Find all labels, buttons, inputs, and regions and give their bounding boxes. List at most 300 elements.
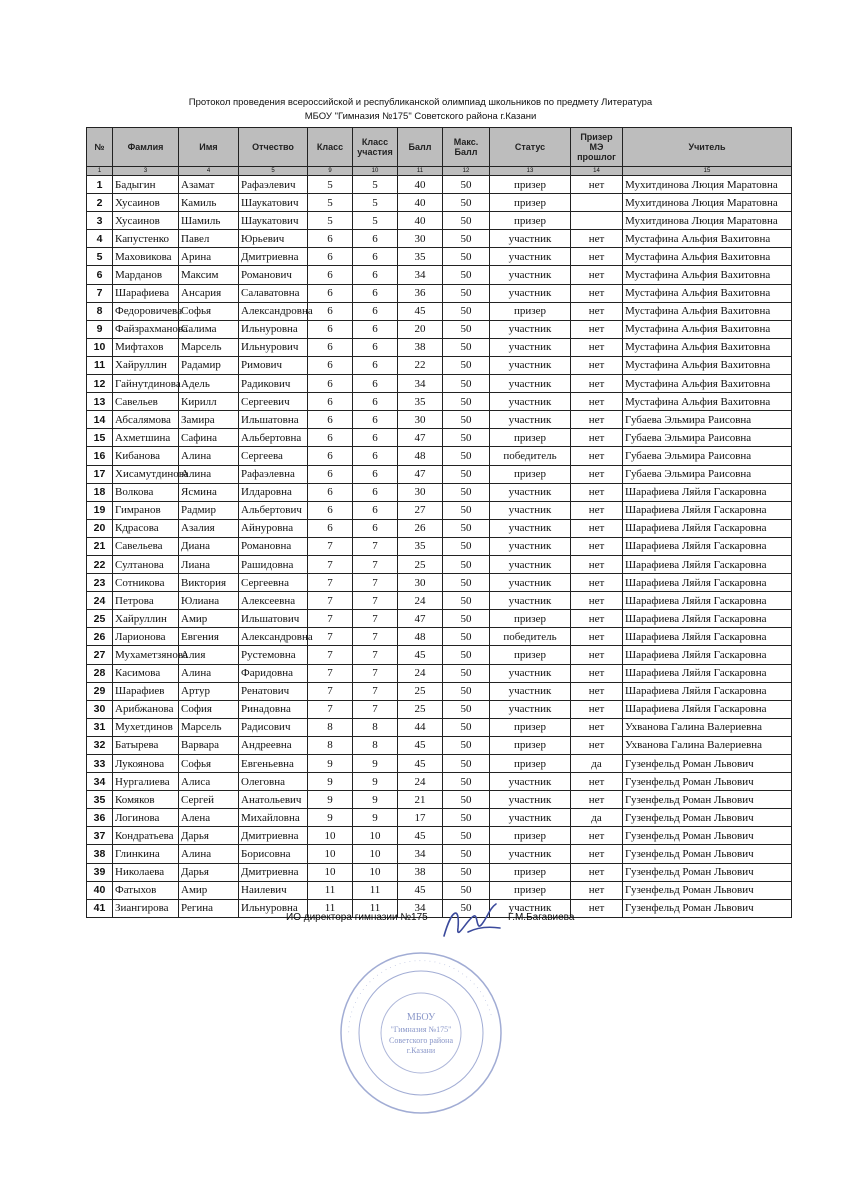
row-number-cell: 4 [87,230,113,248]
participation-grade-cell: 5 [353,176,398,194]
prior-prize-cell: нет [571,302,623,320]
max-score-cell: 50 [443,773,490,791]
column-header: Фамлия [113,128,179,167]
max-score-cell: 50 [443,555,490,573]
row-number-cell: 2 [87,194,113,212]
surname-cell: Кдрасова [113,519,179,537]
max-score-cell: 50 [443,230,490,248]
participation-grade-cell: 6 [353,356,398,374]
patronymic-cell: Михайловна [239,809,308,827]
patronymic-cell: Анатольевич [239,791,308,809]
first-name-cell: Максим [179,266,239,284]
first-name-cell: Азамат [179,176,239,194]
table-row [87,447,792,465]
status-cell: участник [490,682,571,700]
surname-cell: Марданов [113,266,179,284]
row-number-cell: 30 [87,700,113,718]
status-cell: участник [490,899,571,917]
first-name-cell: Кирилл [179,393,239,411]
first-name-cell: Артур [179,682,239,700]
column-number: 1 [87,167,113,176]
column-number: 11 [398,167,443,176]
patronymic-cell: Сергеевич [239,393,308,411]
column-number: 4 [179,167,239,176]
column-header: Макс. Балл [443,128,490,167]
column-header: Призер МЭ прошлог [571,128,623,167]
row-number-cell: 10 [87,338,113,356]
first-name-cell: Камиль [179,194,239,212]
first-name-cell: Варвара [179,736,239,754]
table-row [87,465,792,483]
grade-cell: 6 [308,248,353,266]
participation-grade-cell: 7 [353,537,398,555]
grade-cell: 11 [308,899,353,917]
surname-cell: Файзрахманова [113,320,179,338]
participation-grade-cell: 6 [353,519,398,537]
grade-cell: 8 [308,718,353,736]
first-name-cell: Алина [179,447,239,465]
teacher-cell: Губаева Эльмира Раисовна [623,411,792,429]
status-cell: победитель [490,628,571,646]
prior-prize-cell: да [571,755,623,773]
grade-cell: 6 [308,266,353,284]
surname-cell: Ахметшина [113,429,179,447]
first-name-cell: Алия [179,646,239,664]
score-cell: 25 [398,555,443,573]
score-cell: 35 [398,248,443,266]
column-header: Учитель [623,128,792,167]
surname-cell: Зиангирова [113,899,179,917]
max-score-cell: 50 [443,610,490,628]
grade-cell: 10 [308,845,353,863]
teacher-cell: Мустафина Альфия Вахитовна [623,284,792,302]
max-score-cell: 50 [443,447,490,465]
status-cell: участник [490,664,571,682]
prior-prize-cell: нет [571,411,623,429]
max-score-cell: 50 [443,375,490,393]
table-body [87,176,792,918]
first-name-cell: Евгения [179,628,239,646]
prior-prize-cell: нет [571,899,623,917]
first-name-cell: Алина [179,664,239,682]
teacher-cell: Гузенфельд Роман Львович [623,755,792,773]
table-row [87,628,792,646]
first-name-cell: Дарья [179,863,239,881]
patronymic-cell: Борисовна [239,845,308,863]
status-cell: участник [490,248,571,266]
score-cell: 45 [398,881,443,899]
surname-cell: Хисамутдинова [113,465,179,483]
surname-cell: Фатыхов [113,881,179,899]
grade-cell: 9 [308,809,353,827]
participation-grade-cell: 6 [353,465,398,483]
table-row [87,537,792,555]
grade-cell: 7 [308,646,353,664]
max-score-cell: 50 [443,320,490,338]
score-cell: 24 [398,592,443,610]
score-cell: 34 [398,266,443,284]
prior-prize-cell: нет [571,610,623,628]
grade-cell: 7 [308,610,353,628]
teacher-cell: Гузенфельд Роман Львович [623,791,792,809]
status-cell: участник [490,284,571,302]
prior-prize-cell: нет [571,248,623,266]
score-cell: 38 [398,338,443,356]
patronymic-cell: Айнуровна [239,519,308,537]
max-score-cell: 50 [443,791,490,809]
surname-cell: Волкова [113,483,179,501]
surname-cell: Мухетдинов [113,718,179,736]
first-name-cell: Азалия [179,519,239,537]
score-cell: 40 [398,212,443,230]
score-cell: 44 [398,718,443,736]
teacher-cell: Мустафина Альфия Вахитовна [623,375,792,393]
patronymic-cell: Альбертович [239,501,308,519]
status-cell: участник [490,574,571,592]
score-cell: 45 [398,736,443,754]
max-score-cell: 50 [443,718,490,736]
results-table [86,127,792,918]
prior-prize-cell: нет [571,845,623,863]
grade-cell: 7 [308,628,353,646]
row-number-cell: 37 [87,827,113,845]
status-cell: участник [490,555,571,573]
prior-prize-cell: нет [571,718,623,736]
teacher-cell: Шарафиева Ляйля Гаскаровна [623,628,792,646]
teacher-cell: Мустафина Альфия Вахитовна [623,393,792,411]
teacher-cell: Шарафиева Ляйля Гаскаровна [623,664,792,682]
first-name-cell: Сергей [179,791,239,809]
first-name-cell: Алиса [179,773,239,791]
score-cell: 30 [398,411,443,429]
surname-cell: Арибжанова [113,700,179,718]
table-row [87,664,792,682]
score-cell: 24 [398,773,443,791]
table-row [87,736,792,754]
grade-cell: 6 [308,284,353,302]
surname-cell: Султанова [113,555,179,573]
surname-cell: Савельев [113,393,179,411]
score-cell: 48 [398,628,443,646]
participation-grade-cell: 6 [353,248,398,266]
surname-cell: Хусаинов [113,194,179,212]
table-row [87,230,792,248]
max-score-cell: 50 [443,881,490,899]
status-cell: призер [490,194,571,212]
status-cell: победитель [490,447,571,465]
status-cell: призер [490,212,571,230]
patronymic-cell: Андреевна [239,736,308,754]
table-row [87,393,792,411]
surname-cell: Мифтахов [113,338,179,356]
score-cell: 30 [398,574,443,592]
table-row [87,863,792,881]
row-number-cell: 6 [87,266,113,284]
prior-prize-cell: нет [571,537,623,555]
row-number-cell: 1 [87,176,113,194]
teacher-cell: Гузенфельд Роман Львович [623,827,792,845]
participation-grade-cell: 5 [353,194,398,212]
prior-prize-cell: нет [571,773,623,791]
score-cell: 24 [398,664,443,682]
max-score-cell: 50 [443,664,490,682]
first-name-cell: Алина [179,845,239,863]
participation-grade-cell: 9 [353,791,398,809]
seal-line-3: Советского района [389,1036,453,1045]
patronymic-cell: Ильшатович [239,610,308,628]
teacher-cell: Губаева Эльмира Раисовна [623,465,792,483]
table-row [87,356,792,374]
column-number: 12 [443,167,490,176]
grade-cell: 9 [308,773,353,791]
surname-cell: Гайнутдинова [113,375,179,393]
score-cell: 26 [398,519,443,537]
grade-cell: 6 [308,375,353,393]
table-row [87,501,792,519]
score-cell: 17 [398,809,443,827]
prior-prize-cell [571,212,623,230]
grade-cell: 6 [308,338,353,356]
grade-cell: 11 [308,881,353,899]
status-cell: участник [490,411,571,429]
table-row [87,176,792,194]
max-score-cell: 50 [443,537,490,555]
participation-grade-cell: 9 [353,773,398,791]
participation-grade-cell: 10 [353,827,398,845]
max-score-cell: 50 [443,483,490,501]
column-number: 10 [353,167,398,176]
row-number-cell: 13 [87,393,113,411]
status-cell: участник [490,356,571,374]
grade-cell: 9 [308,755,353,773]
max-score-cell: 50 [443,194,490,212]
participation-grade-cell: 6 [353,501,398,519]
grade-cell: 6 [308,393,353,411]
status-cell: участник [490,230,571,248]
status-cell: участник [490,791,571,809]
participation-grade-cell: 5 [353,212,398,230]
teacher-cell: Мустафина Альфия Вахитовна [623,356,792,374]
table-row [87,248,792,266]
first-name-cell: Радмир [179,501,239,519]
prior-prize-cell: нет [571,592,623,610]
column-header: Статус [490,128,571,167]
teacher-cell: Мустафина Альфия Вахитовна [623,230,792,248]
prior-prize-cell: нет [571,863,623,881]
status-cell: участник [490,809,571,827]
table-row [87,338,792,356]
teacher-cell: Мухитдинова Люция Маратовна [623,194,792,212]
row-number-cell: 34 [87,773,113,791]
patronymic-cell: Ильшатовна [239,411,308,429]
row-number-cell: 15 [87,429,113,447]
prior-prize-cell: нет [571,483,623,501]
column-header: Класс [308,128,353,167]
column-header: Имя [179,128,239,167]
row-number-cell: 36 [87,809,113,827]
column-number: 9 [308,167,353,176]
first-name-cell: Амир [179,881,239,899]
prior-prize-cell: нет [571,501,623,519]
header-row [87,128,792,167]
teacher-cell: Мухитдинова Люция Маратовна [623,176,792,194]
first-name-cell: Алена [179,809,239,827]
prior-prize-cell: нет [571,465,623,483]
first-name-cell: Радамир [179,356,239,374]
grade-cell: 8 [308,736,353,754]
prior-prize-cell: нет [571,375,623,393]
status-cell: участник [490,592,571,610]
column-number: 5 [239,167,308,176]
grade-cell: 5 [308,176,353,194]
prior-prize-cell: нет [571,736,623,754]
patronymic-cell: Ильнуровна [239,320,308,338]
column-header: Отчество [239,128,308,167]
status-cell: призер [490,429,571,447]
prior-prize-cell: нет [571,555,623,573]
patronymic-cell: Романовна [239,537,308,555]
grade-cell: 10 [308,863,353,881]
participation-grade-cell: 7 [353,628,398,646]
patronymic-cell: Илдаровна [239,483,308,501]
table-row [87,302,792,320]
patronymic-cell: Рашидовна [239,555,308,573]
max-score-cell: 50 [443,700,490,718]
teacher-cell: Губаева Эльмира Раисовна [623,429,792,447]
grade-cell: 6 [308,356,353,374]
teacher-cell: Шарафиева Ляйля Гаскаровна [623,519,792,537]
score-cell: 36 [398,284,443,302]
row-number-cell: 17 [87,465,113,483]
first-name-cell: Виктория [179,574,239,592]
participation-grade-cell: 7 [353,664,398,682]
patronymic-cell: Александровна [239,302,308,320]
table-row [87,827,792,845]
teacher-cell: Мустафина Альфия Вахитовна [623,302,792,320]
status-cell: призер [490,646,571,664]
patronymic-cell: Наилевич [239,881,308,899]
row-number-cell: 7 [87,284,113,302]
participation-grade-cell: 7 [353,574,398,592]
surname-cell: Касимова [113,664,179,682]
table-row [87,266,792,284]
max-score-cell: 50 [443,755,490,773]
first-name-cell: Диана [179,537,239,555]
table-row [87,755,792,773]
grade-cell: 7 [308,592,353,610]
max-score-cell: 50 [443,628,490,646]
table-row [87,555,792,573]
row-number-cell: 8 [87,302,113,320]
participation-grade-cell: 6 [353,338,398,356]
row-number-cell: 27 [87,646,113,664]
score-cell: 25 [398,700,443,718]
row-number-cell: 23 [87,574,113,592]
prior-prize-cell: нет [571,266,623,284]
status-cell: участник [490,393,571,411]
table-row [87,320,792,338]
surname-cell: Федоровичева [113,302,179,320]
patronymic-cell: Фаридовна [239,664,308,682]
patronymic-cell: Римович [239,356,308,374]
status-cell: призер [490,736,571,754]
surname-cell: Кибанова [113,447,179,465]
row-number-cell: 22 [87,555,113,573]
teacher-cell: Мустафина Альфия Вахитовна [623,248,792,266]
surname-cell: Шарафиева [113,284,179,302]
table-row [87,845,792,863]
patronymic-cell: Ренатович [239,682,308,700]
row-number-cell: 31 [87,718,113,736]
participation-grade-cell: 7 [353,646,398,664]
surname-cell: Нургалиева [113,773,179,791]
score-cell: 40 [398,194,443,212]
surname-cell: Батырева [113,736,179,754]
score-cell: 47 [398,465,443,483]
participation-grade-cell: 11 [353,899,398,917]
table-row [87,682,792,700]
table-row [87,791,792,809]
patronymic-cell: Шаукатович [239,212,308,230]
prior-prize-cell: нет [571,881,623,899]
teacher-cell: Мухитдинова Люция Маратовна [623,212,792,230]
teacher-cell: Мустафина Альфия Вахитовна [623,338,792,356]
teacher-cell: Ухванова Галина Валериевна [623,736,792,754]
grade-cell: 6 [308,447,353,465]
status-cell: призер [490,465,571,483]
max-score-cell: 50 [443,429,490,447]
max-score-cell: 50 [443,646,490,664]
patronymic-cell: Алексеевна [239,592,308,610]
participation-grade-cell: 6 [353,393,398,411]
participation-grade-cell: 6 [353,302,398,320]
status-cell: призер [490,863,571,881]
row-number-cell: 35 [87,791,113,809]
score-cell: 35 [398,537,443,555]
score-cell: 25 [398,682,443,700]
column-number: 15 [623,167,792,176]
max-score-cell: 50 [443,356,490,374]
teacher-cell: Шарафиева Ляйля Гаскаровна [623,646,792,664]
row-number-cell: 19 [87,501,113,519]
teacher-cell: Шарафиева Ляйля Гаскаровна [623,537,792,555]
max-score-cell: 50 [443,338,490,356]
status-cell: участник [490,537,571,555]
status-cell: участник [490,375,571,393]
patronymic-cell: Дмитриевна [239,827,308,845]
score-cell: 45 [398,646,443,664]
surname-cell: Хайруллин [113,610,179,628]
row-number-cell: 41 [87,899,113,917]
first-name-cell: Марсель [179,718,239,736]
patronymic-cell: Дмитриевна [239,248,308,266]
patronymic-cell: Рафаэлевич [239,176,308,194]
max-score-cell: 50 [443,248,490,266]
participation-grade-cell: 6 [353,447,398,465]
patronymic-cell: Салаватовна [239,284,308,302]
grade-cell: 10 [308,827,353,845]
first-name-cell: Алина [179,465,239,483]
max-score-cell: 50 [443,501,490,519]
patronymic-cell: Сергеева [239,447,308,465]
max-score-cell: 50 [443,809,490,827]
signer-position: ИО директора гимназии №175 [286,912,428,923]
teacher-cell: Шарафиева Ляйля Гаскаровна [623,483,792,501]
signer-name: Г.М.Багавиева [508,912,575,923]
table-row [87,574,792,592]
participation-grade-cell: 10 [353,845,398,863]
surname-cell: Маховикова [113,248,179,266]
